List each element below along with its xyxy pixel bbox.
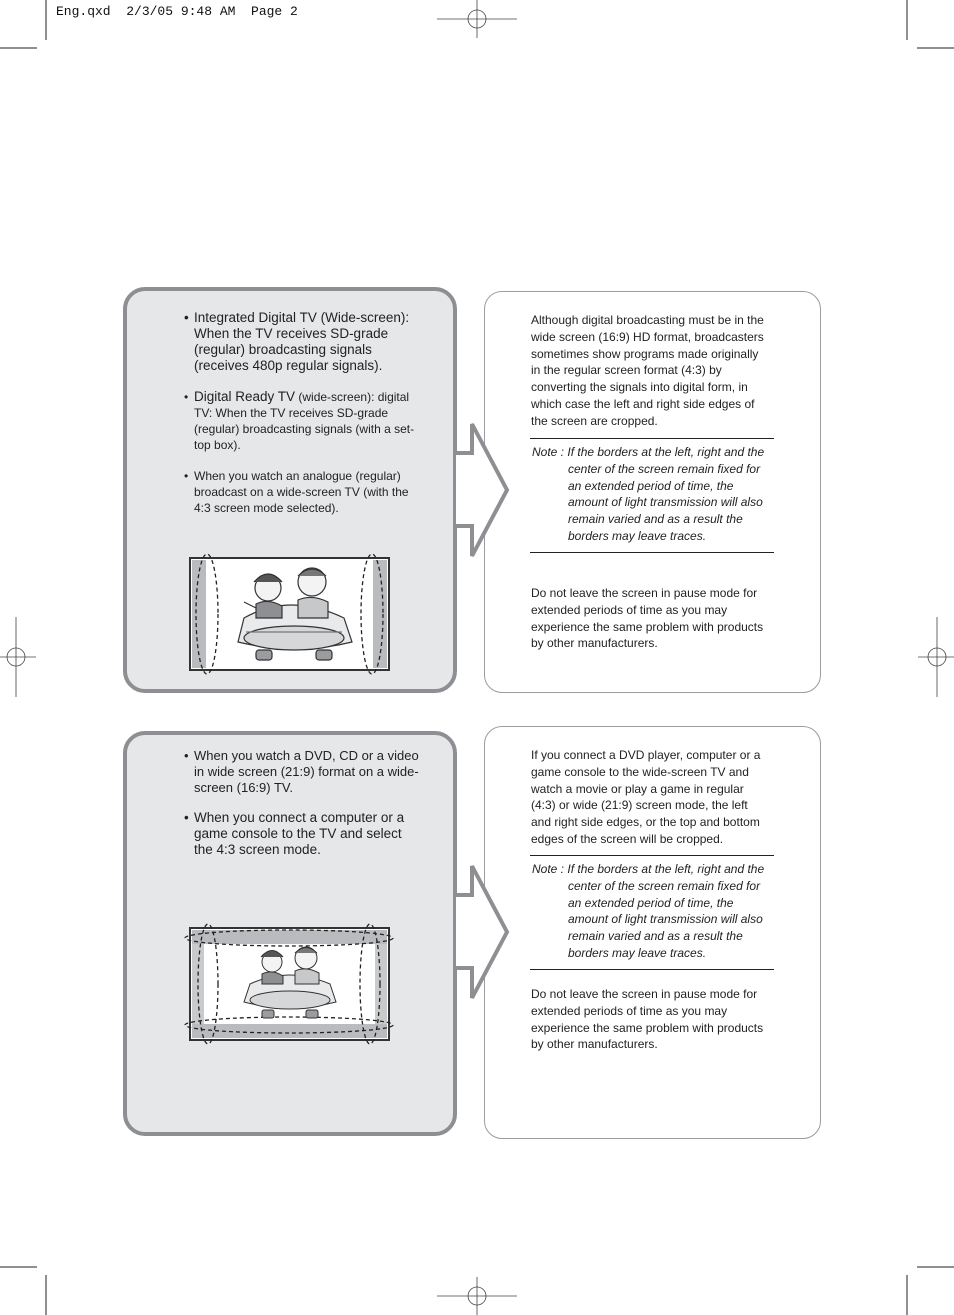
- registration-target-top: [437, 0, 517, 38]
- section2-description: If you connect a DVD player, computer or a game console to the wide-screen TV and watch a movie or play a game in regular (4:3) or wide (21:9) screen mode, the left and right side edges, or the top and bottom edges of the screen will be cropped.: [531, 748, 761, 846]
- section1-note: Note : If the borders at the left, right and the center of the screen remain fixed for an extended period of time, the amount of light transmission will also remain varied and as a result the borders may leave traces.: [530, 438, 774, 553]
- registration-target-left: [0, 617, 36, 697]
- bullet-integrated-digital-tv: • Integrated Digital TV (Wide-screen): When the TV receives SD-grade (regular) broadcasting signals (receives 480p regular signals).: [184, 310, 424, 374]
- section2-bullets: [184, 748, 420, 873]
- section1-footer: Do not leave the screen in pause mode for extended periods of time as you may experience the same problem with products by other manufacturers.: [531, 586, 764, 651]
- bullet-digital-ready-tv: • Digital Ready TV (wide-screen): digital TV: When the TV receives SD-grade (regular) broadcasting signals (with a set-top box).: [184, 389, 424, 453]
- section2-arrow: [450, 862, 512, 1004]
- tv-illustration-4-3-side-bars: [186, 552, 396, 680]
- registration-target-right: [918, 617, 954, 697]
- print-slug: Eng.qxd 2/3/05 9:48 AM Page 2: [56, 4, 298, 19]
- section1-description: Although digital broadcasting must be in the wide screen (16:9) HD format, broadcasters sometimes show programs made originally in the regular screen format (4:3) by converting the signals into digital form, in which case the left and right side edges of the screen are cropped.: [531, 313, 764, 428]
- bullet-analogue-broadcast: • When you watch an analogue (regular) broadcast on a wide-screen TV (with the 4:3 screen mode selected).: [184, 468, 424, 516]
- section1-arrow: [450, 420, 512, 562]
- bullet-computer-game-console: • When you connect a computer or a game console to the TV and select the 4:3 screen mode.: [184, 810, 420, 858]
- bullet-dvd-wide-screen: • When you watch a DVD, CD or a video in wide screen (21:9) format on a wide-screen (16:9) TV.: [184, 748, 420, 796]
- tv-illustration-letterbox: [184, 922, 398, 1048]
- registration-target-bottom: [437, 1277, 517, 1315]
- section1-bullets: [184, 310, 424, 531]
- section2-footer: Do not leave the screen in pause mode for extended periods of time as you may experience the same problem with products by other manufacturers.: [531, 987, 764, 1052]
- section2-note: Note : If the borders at the left, right and the center of the screen remain fixed for an extended period of time, the amount of light transmission will also remain varied and as a result the borders may leave traces.: [530, 855, 774, 970]
